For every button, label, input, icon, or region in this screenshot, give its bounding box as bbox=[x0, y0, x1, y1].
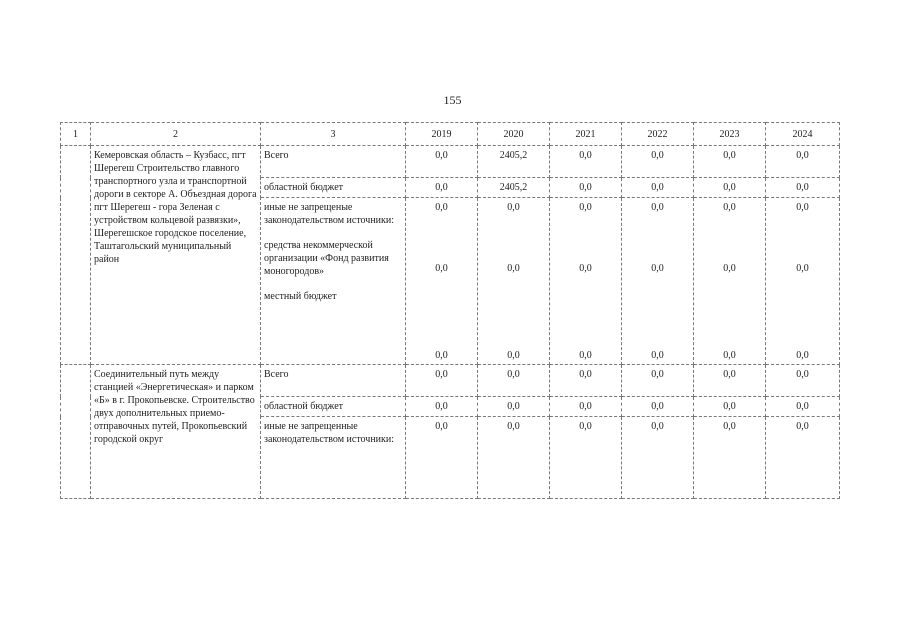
value-cell: 0,0 bbox=[651, 350, 664, 361]
page-number: 155 bbox=[443, 93, 462, 107]
value-cell: 0,0 bbox=[796, 350, 809, 361]
funding-sub-source: средства некоммерческой организации «Фонд развития моногородов» bbox=[264, 240, 389, 277]
value-group bbox=[478, 198, 550, 365]
funding-source-group bbox=[261, 198, 406, 365]
object-description: Кемеровская область – Кузбасс, пгт Шерегеш Строительство главного транспортного узла и транспортной дороги в секторе А. Объездная дорога пгт Шерегеш - гора Зеленая с устройством кольцевой развязки», Шерегешское городское поселение, Таштагольский муниципальный район bbox=[91, 146, 261, 365]
value-cell: 0,0 bbox=[406, 365, 478, 397]
value-group bbox=[694, 198, 766, 365]
table-row bbox=[61, 365, 840, 397]
header-cell: 3 bbox=[261, 123, 406, 146]
value-cell: 0,0 bbox=[435, 202, 448, 213]
value-group bbox=[766, 198, 840, 365]
funding-source: областной бюджет bbox=[261, 178, 406, 198]
value-cell: 0,0 bbox=[651, 263, 664, 274]
value-cell: 0,0 bbox=[550, 146, 622, 178]
funding-source: Всего bbox=[261, 146, 406, 178]
header-cell: 2023 bbox=[694, 123, 766, 146]
funding-source: иные не запрещеные законодательством источники: bbox=[264, 202, 395, 226]
value-cell: 0,0 bbox=[507, 350, 520, 361]
value-cell: 0,0 bbox=[766, 146, 840, 178]
funding-source: областной бюджет bbox=[261, 397, 406, 417]
value-cell: 2405,2 bbox=[478, 146, 550, 178]
value-cell: 0,0 bbox=[694, 146, 766, 178]
index-cell bbox=[61, 146, 91, 365]
value-cell: 0,0 bbox=[435, 350, 448, 361]
value-cell: 0,0 bbox=[550, 417, 622, 499]
value-cell: 0,0 bbox=[406, 178, 478, 198]
value-cell: 0,0 bbox=[507, 202, 520, 213]
value-cell: 0,0 bbox=[550, 397, 622, 417]
value-cell: 0,0 bbox=[478, 397, 550, 417]
funding-local-source: местный бюджет bbox=[264, 291, 337, 302]
value-cell: 0,0 bbox=[766, 417, 840, 499]
value-cell: 0,0 bbox=[622, 417, 694, 499]
value-cell: 0,0 bbox=[694, 178, 766, 198]
header-cell: 2022 bbox=[622, 123, 694, 146]
header-cell: 2021 bbox=[550, 123, 622, 146]
value-cell: 0,0 bbox=[579, 350, 592, 361]
value-cell: 0,0 bbox=[406, 397, 478, 417]
value-cell: 0,0 bbox=[550, 365, 622, 397]
budget-table bbox=[60, 122, 840, 499]
value-cell: 0,0 bbox=[723, 263, 736, 274]
value-group bbox=[622, 198, 694, 365]
value-cell: 0,0 bbox=[622, 178, 694, 198]
table-row bbox=[61, 146, 840, 178]
value-cell: 0,0 bbox=[406, 417, 478, 499]
value-cell: 0,0 bbox=[723, 350, 736, 361]
value-cell: 0,0 bbox=[766, 178, 840, 198]
value-cell: 0,0 bbox=[550, 178, 622, 198]
value-cell: 0,0 bbox=[694, 397, 766, 417]
value-cell: 0,0 bbox=[435, 263, 448, 274]
value-group bbox=[550, 198, 622, 365]
value-cell: 0,0 bbox=[694, 365, 766, 397]
value-cell: 0,0 bbox=[622, 397, 694, 417]
header-cell: 2024 bbox=[766, 123, 840, 146]
value-cell: 2405,2 bbox=[478, 178, 550, 198]
value-cell: 0,0 bbox=[796, 202, 809, 213]
header-cell: 2 bbox=[91, 123, 261, 146]
value-cell: 0,0 bbox=[766, 397, 840, 417]
value-cell: 0,0 bbox=[622, 146, 694, 178]
header-cell: 2019 bbox=[406, 123, 478, 146]
value-cell: 0,0 bbox=[507, 263, 520, 274]
value-cell: 0,0 bbox=[579, 202, 592, 213]
value-cell: 0,0 bbox=[478, 417, 550, 499]
value-cell: 0,0 bbox=[579, 263, 592, 274]
header-cell: 2020 bbox=[478, 123, 550, 146]
table-header-row bbox=[61, 123, 840, 146]
header-cell: 1 bbox=[61, 123, 91, 146]
value-cell: 0,0 bbox=[723, 202, 736, 213]
value-cell: 0,0 bbox=[651, 202, 664, 213]
value-cell: 0,0 bbox=[478, 365, 550, 397]
value-cell: 0,0 bbox=[622, 365, 694, 397]
funding-source: Всего bbox=[261, 365, 406, 397]
value-cell: 0,0 bbox=[796, 263, 809, 274]
object-description: Соединительный путь между станцией «Энергетическая» и парком «Б» в г. Прокопьевске. Строительство двух дополнительных приемо-отправочных путей, Прокопьевский городской округ bbox=[91, 365, 261, 499]
value-cell: 0,0 bbox=[766, 365, 840, 397]
funding-source: иные не запрещенные законодательством источники: bbox=[261, 417, 406, 499]
value-cell: 0,0 bbox=[694, 417, 766, 499]
value-cell: 0,0 bbox=[406, 146, 478, 178]
value-group bbox=[406, 198, 478, 365]
index-cell bbox=[61, 365, 91, 499]
